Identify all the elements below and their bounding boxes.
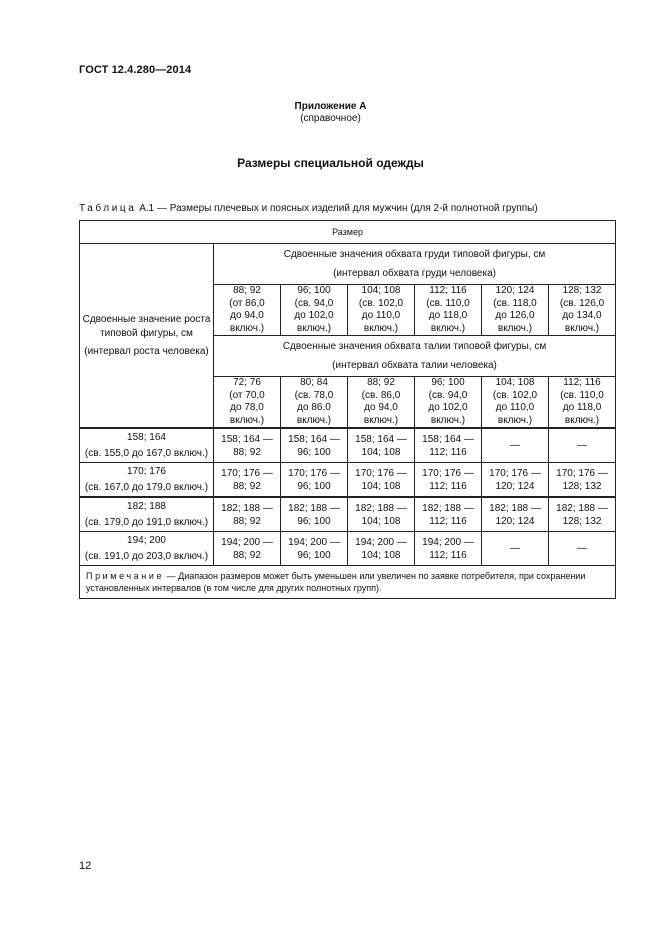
size-cell	[415, 532, 482, 566]
size-cell	[214, 497, 281, 532]
size-cell	[482, 497, 549, 532]
chest-range: включ.)	[229, 322, 265, 334]
waist-range: до 86,0	[297, 402, 331, 413]
size-line: 182; 188 —	[221, 502, 273, 514]
size-cell	[281, 532, 348, 566]
chest-size: 112; 116	[429, 285, 467, 296]
height-size: 170; 176	[127, 465, 166, 477]
chest-range: (св. 102,0	[358, 297, 404, 309]
chest-range: включ.)	[497, 322, 533, 334]
waist-range: до 94,0	[364, 402, 398, 413]
chest-range: до 126,0	[495, 310, 535, 321]
size-cell-empty	[549, 532, 616, 566]
size-cell	[281, 428, 348, 463]
waist-value-cell	[214, 377, 281, 429]
size-cell-empty	[482, 532, 549, 566]
size-line: 120; 124	[495, 480, 535, 492]
waist-header-line1: Сдвоенные значения обхвата талии типовой фигуры, см	[282, 341, 547, 352]
chest-range: до 134,0	[562, 310, 602, 321]
size-line: 158; 164 —	[288, 433, 340, 445]
chest-header-line1: Сдвоенные значения обхвата груди типовой фигуры, см	[283, 249, 546, 260]
chest-range: (св. 110,0	[426, 297, 470, 309]
size-line: 104; 108	[361, 446, 401, 458]
size-cell	[348, 532, 415, 566]
height-header	[80, 244, 214, 429]
waist-value-cell	[415, 377, 482, 429]
annex-subtitle: (справочное)	[300, 113, 361, 124]
size-line: 128; 132	[562, 515, 602, 527]
waist-range: до 118,0	[562, 402, 602, 413]
size-line: 170; 176 —	[422, 467, 474, 479]
size-line: 158; 164 —	[355, 433, 407, 445]
chest-range: включ.)	[363, 322, 399, 334]
size-line: 104; 108	[361, 480, 401, 492]
size-line: 182; 188 —	[355, 502, 407, 514]
waist-value-cell	[281, 377, 348, 429]
chest-header-line2: (интервал обхвата груди человека)	[333, 268, 496, 279]
size-line: 120; 124	[495, 515, 535, 527]
waist-size: 96; 100	[431, 377, 465, 388]
chest-range: до 94,0	[230, 310, 264, 321]
size-cell	[348, 497, 415, 532]
size-cell	[549, 497, 616, 532]
size-line: 112; 116	[429, 515, 467, 527]
size-line: 158; 164 —	[422, 433, 474, 445]
waist-group-header	[214, 336, 616, 377]
size-line: —	[577, 543, 588, 554]
chest-size: 104; 108	[361, 285, 401, 296]
table-row	[80, 497, 616, 532]
waist-range: (св. 86,0	[361, 389, 401, 401]
table-row	[80, 532, 616, 566]
size-cell	[281, 463, 348, 498]
size-cell-empty	[549, 428, 616, 463]
size-line: —	[510, 440, 520, 451]
chest-range: до 110,0	[361, 310, 401, 321]
table-row	[80, 463, 616, 498]
size-line: 112; 116	[429, 480, 467, 492]
size-line: 96; 100	[297, 549, 331, 561]
size-line: 194; 200 —	[221, 536, 273, 548]
size-line: 104; 108	[361, 549, 401, 561]
size-line: 170; 176 —	[489, 467, 541, 479]
page-number: 12	[79, 860, 92, 872]
waist-size: 72; 76	[233, 377, 261, 388]
size-table	[79, 220, 616, 599]
chest-value-cell	[281, 285, 348, 336]
height-cell	[80, 428, 214, 463]
table-note	[80, 566, 616, 599]
size-line: 104; 108	[361, 515, 401, 527]
size-line: —	[510, 543, 520, 554]
size-line: 96; 100	[297, 480, 331, 492]
table-row	[80, 428, 616, 463]
size-line: 182; 188 —	[489, 502, 541, 514]
waist-range: (от 70,0	[229, 389, 265, 401]
size-line: 112; 116	[429, 549, 467, 561]
waist-range: включ.)	[430, 414, 466, 426]
height-header-line1: Сдвоенные значение роста типовой фигуры, см	[82, 313, 211, 339]
size-line: 128; 132	[562, 480, 602, 492]
height-size: 158; 164	[127, 431, 166, 443]
waist-header-line2: (интервал обхвата талии человека)	[332, 360, 497, 371]
size-line: 194; 200 —	[355, 536, 407, 548]
size-line: 88; 92	[233, 549, 261, 561]
chest-value-cell	[214, 285, 281, 336]
size-cell	[415, 428, 482, 463]
chest-value-cell	[348, 285, 415, 336]
standard-designation: ГОСТ 12.4.280—2014	[79, 64, 192, 76]
size-cell	[214, 532, 281, 566]
note-text: — Диапазон размеров может быть уменьшен или увеличен по заявке потребителя, при сохранении установленных интервалов (в том числе для других полнотных групп).	[86, 571, 586, 593]
size-line: 88; 92	[233, 515, 261, 527]
size-line: 96; 100	[297, 446, 331, 458]
size-line: 170; 176 —	[288, 467, 340, 479]
size-line: 182; 188 —	[556, 502, 608, 514]
chest-range: (св. 126,0	[559, 297, 605, 309]
chest-range: до 102,0	[294, 310, 334, 321]
size-line: 170; 176 —	[355, 467, 407, 479]
height-range: (св. 155,0 до 167,0 включ.)	[84, 447, 209, 459]
chest-range: до 118,0	[428, 310, 468, 321]
height-size: 182; 188	[127, 500, 166, 512]
chest-range: включ.)	[296, 322, 332, 334]
size-line: 182; 188 —	[422, 502, 474, 514]
size-cell-empty	[482, 428, 549, 463]
waist-range: (св. 110,0	[560, 389, 604, 401]
size-line: 112; 116	[429, 446, 467, 458]
waist-range: до 102,0	[428, 402, 468, 413]
size-cell	[549, 463, 616, 498]
size-line: 170; 176 —	[556, 467, 608, 479]
waist-value-cell	[348, 377, 415, 429]
chest-group-header	[214, 244, 616, 285]
size-cell	[348, 463, 415, 498]
waist-range: до 110,0	[495, 402, 535, 413]
size-cell	[415, 497, 482, 532]
waist-range: включ.)	[296, 414, 332, 426]
chest-range: (от 86,0	[229, 297, 265, 309]
chest-range: (св. 118,0	[493, 297, 537, 309]
size-cell	[348, 428, 415, 463]
waist-range: до 78,0	[230, 402, 264, 413]
waist-range: включ.)	[229, 414, 265, 426]
size-cell	[482, 463, 549, 498]
height-cell	[80, 497, 214, 532]
chest-range: включ.)	[430, 322, 466, 334]
size-line: 96; 100	[297, 515, 331, 527]
table-caption-word: Таблица	[79, 203, 137, 214]
height-cell	[80, 463, 214, 498]
waist-range: включ.)	[564, 414, 600, 426]
size-cell	[281, 497, 348, 532]
size-line: 170; 176 —	[221, 467, 273, 479]
size-cell	[214, 463, 281, 498]
chest-value-cell	[415, 285, 482, 336]
size-line: 88; 92	[233, 480, 261, 492]
size-cell	[214, 428, 281, 463]
height-range: (св. 167,0 до 179,0 включ.)	[84, 481, 209, 493]
height-range: (св. 179,0 до 191,0 включ.)	[84, 516, 209, 528]
size-line: 158; 164 —	[221, 433, 273, 445]
waist-size: 104; 108	[495, 377, 535, 388]
waist-range: (св. 102,0	[492, 389, 538, 401]
waist-range: включ.)	[497, 414, 533, 426]
waist-range: включ.)	[363, 414, 399, 426]
waist-range: (св. 78,0	[294, 389, 334, 401]
chest-size: 120; 124	[495, 285, 535, 296]
height-cell	[80, 532, 214, 566]
height-header-line2: (интервал роста человека)	[84, 345, 209, 357]
waist-size: 88; 92	[367, 377, 395, 388]
document-title: Размеры специальной одежды	[237, 156, 424, 170]
size-line: 88; 92	[233, 446, 261, 458]
chest-size: 96; 100	[297, 285, 331, 296]
size-header: Размер	[80, 221, 616, 244]
chest-size: 128; 132	[562, 285, 602, 296]
note-word: Примечание	[86, 571, 165, 581]
chest-value-cell	[549, 285, 616, 336]
size-cell	[415, 463, 482, 498]
table-caption-text: А.1 — Размеры плечевых и поясных изделий для мужчин (для 2-й полнотной группы)	[136, 203, 538, 214]
chest-value-cell	[482, 285, 549, 336]
height-size: 194; 200	[127, 534, 166, 546]
size-line: 182; 188 —	[288, 502, 340, 514]
table-caption	[79, 203, 538, 214]
size-line: —	[577, 440, 588, 451]
size-line: 194; 200 —	[422, 536, 474, 548]
waist-value-cell	[549, 377, 616, 429]
annex-title: Приложение А	[294, 101, 367, 112]
chest-range: включ.)	[564, 322, 600, 334]
waist-value-cell	[482, 377, 549, 429]
chest-range: (св. 94,0	[294, 297, 334, 309]
waist-size: 112; 116	[563, 377, 601, 388]
size-line: 194; 200 —	[288, 536, 340, 548]
chest-size: 88; 92	[233, 285, 261, 296]
waist-size: 80; 84	[300, 377, 328, 388]
waist-range: (св. 94,0	[428, 389, 468, 401]
height-range: (св. 191,0 до 203,0 включ.)	[84, 550, 209, 562]
